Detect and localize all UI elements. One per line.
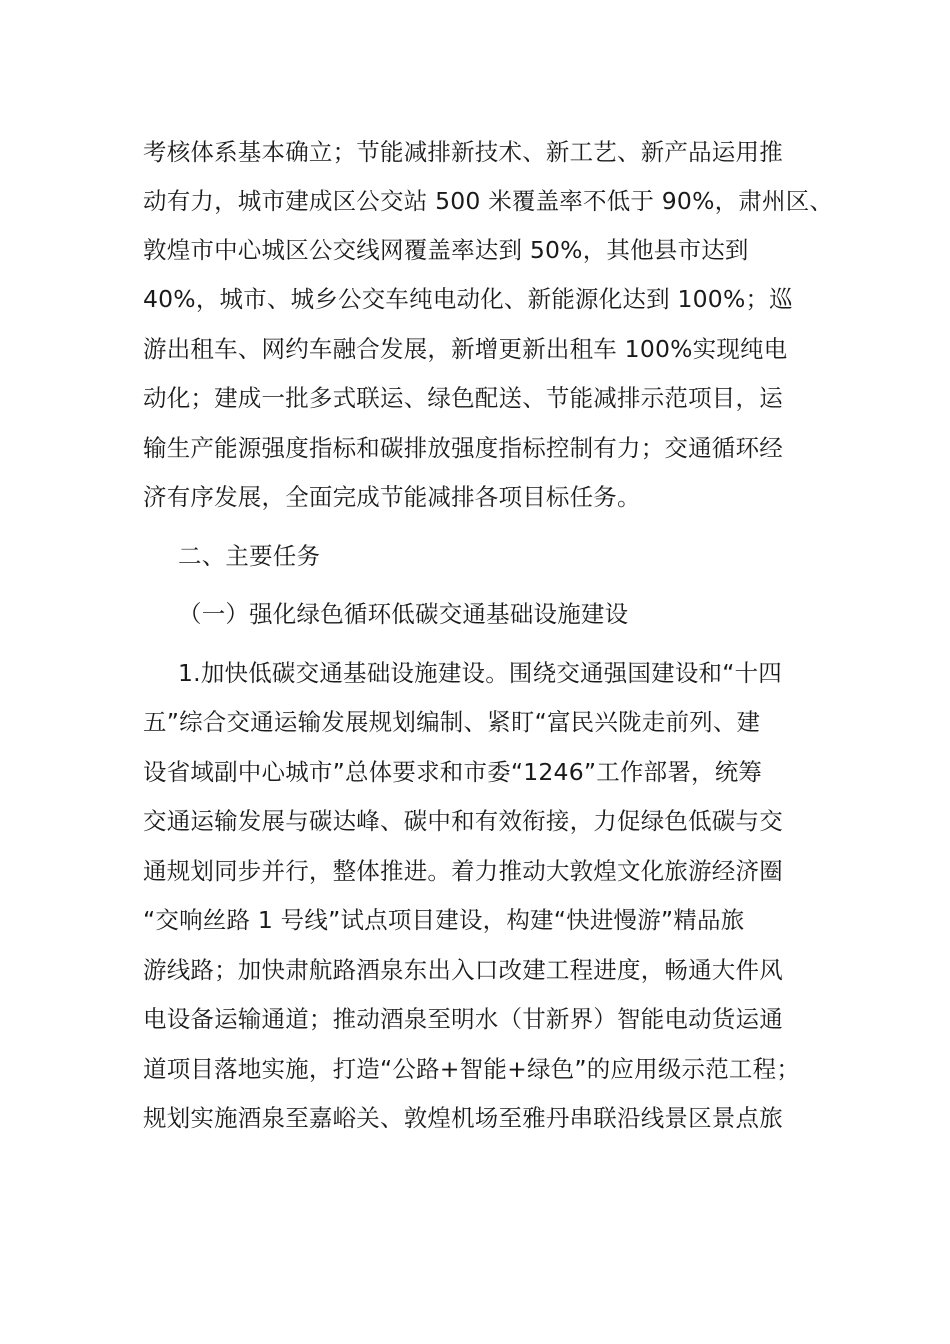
paragraph-line: 输生产能源强度指标和碳排放强度指标控制有力；交通循环经 <box>143 434 783 462</box>
paragraph-line: 设省域副中心城市”总体要求和市委“1246”工作部署，统筹 <box>143 758 763 786</box>
paragraph-line: 交通运输发展与碳达峰、碳中和有效衔接，力促绿色低碳与交 <box>143 807 783 835</box>
paragraph-line: 游出租车、网约车融合发展，新增更新出租车 100%实现纯电 <box>143 335 788 363</box>
paragraph-line: “交响丝路 1 号线”试点项目建设，构建“快进慢游”精品旅 <box>143 906 745 934</box>
paragraph-line: 道项目落地实施，打造“公路+智能+绿色”的应用级示范工程； <box>143 1055 801 1083</box>
paragraph-line: 游线路；加快肃航路酒泉东出入口改建工程进度，畅通大件风 <box>143 956 783 984</box>
paragraph-line: 敦煌市中心城区公交线网覆盖率达到 50%，其他县市达到 <box>143 236 749 264</box>
paragraph-line: 动有力，城市建成区公交站 500 米覆盖率不低于 90%，肃州区、 <box>143 187 834 215</box>
paragraph-line: 通规划同步并行，整体推进。着力推动大敦煌文化旅游经济圈 <box>143 857 783 885</box>
paragraph-line: 五”综合交通运输发展规划编制、紧盯“富民兴陇走前列、建 <box>143 708 761 736</box>
paragraph-line: 动化；建成一批多式联运、绿色配送、节能减排示范项目，运 <box>143 384 783 412</box>
paragraph-line: 1.加快低碳交通基础设施建设。围绕交通强国建设和“十四 <box>178 659 782 687</box>
paragraph-line: 40%，城市、城乡公交车纯电动化、新能源化达到 100%；巡 <box>143 285 793 313</box>
section-heading: 二、主要任务 <box>178 542 321 570</box>
paragraph-line: 电设备运输通道；推动酒泉至明水（甘新界）智能电动货运通 <box>143 1005 783 1033</box>
subsection-heading: （一）强化绿色循环低碳交通基础设施建设 <box>178 600 629 628</box>
paragraph-line: 济有序发展，全面完成节能减排各项目标任务。 <box>143 483 641 511</box>
paragraph-line: 规划实施酒泉至嘉峪关、敦煌机场至雅丹串联沿线景区景点旅 <box>143 1104 783 1132</box>
paragraph-line: 考核体系基本确立；节能减排新技术、新工艺、新产品运用推 <box>143 138 783 166</box>
